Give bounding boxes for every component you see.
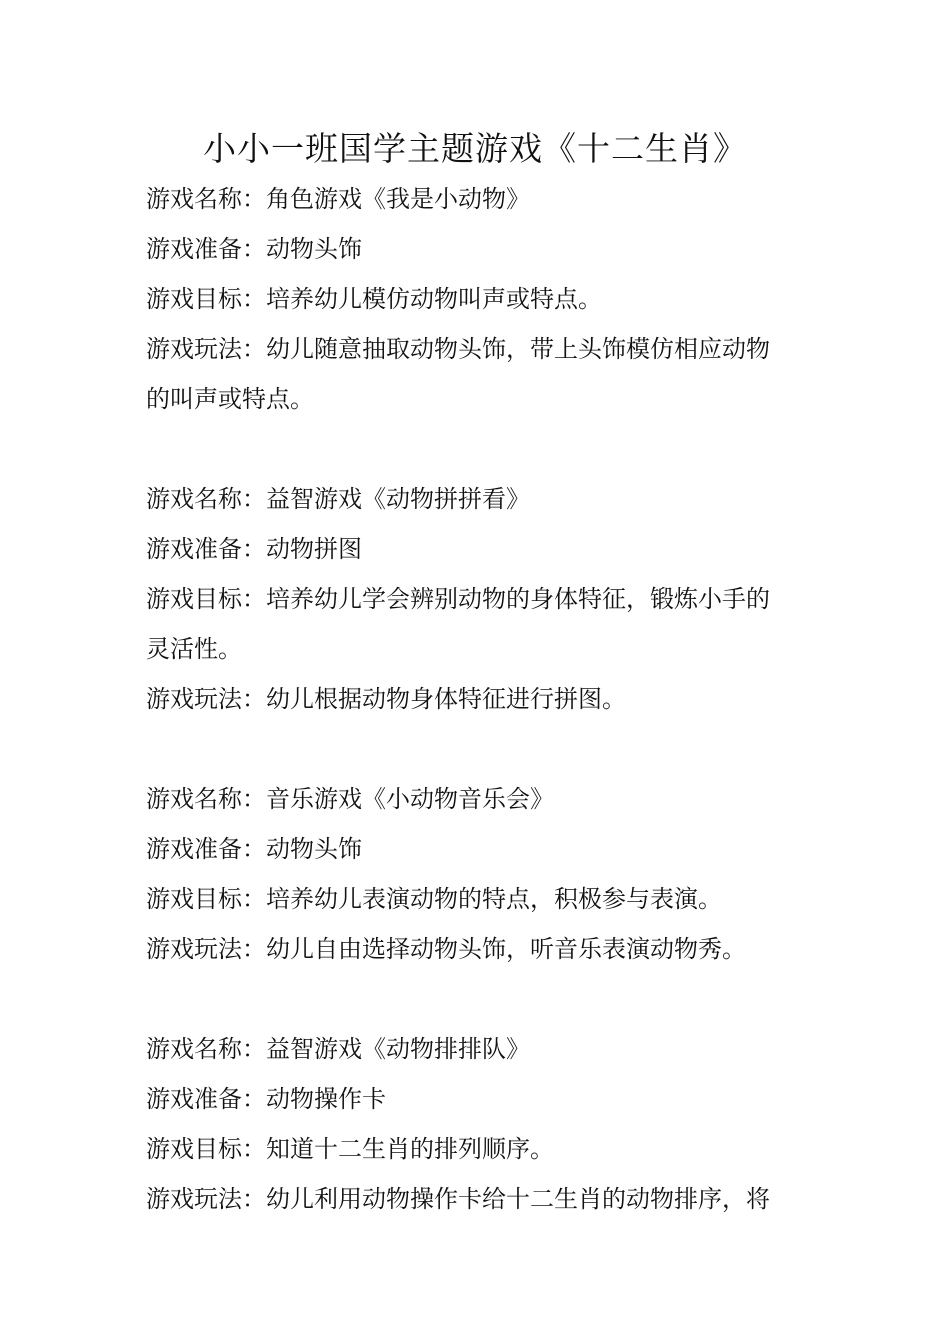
document-title: 小小一班国学主题游戏《十二生肖》 bbox=[203, 129, 747, 168]
game4-play: 游戏玩法：幼儿利用动物操作卡给十二生肖的动物排序，将 bbox=[146, 1185, 770, 1213]
game4-prep: 游戏准备：动物操作卡 bbox=[146, 1085, 386, 1113]
game1-play: 游戏玩法：幼儿随意抽取动物头饰，带上头饰模仿相应动物 bbox=[146, 335, 770, 363]
game1-play-cont: 的叫声或特点。 bbox=[146, 385, 314, 413]
game2-goal: 游戏目标：培养幼儿学会辨别动物的身体特征，锻炼小手的 bbox=[146, 585, 770, 613]
blank-line bbox=[146, 974, 810, 1024]
game4-name: 游戏名称：益智游戏《动物排排队》 bbox=[146, 1035, 530, 1063]
game3-prep: 游戏准备：动物头饰 bbox=[146, 835, 362, 863]
game1-goal: 游戏目标：培养幼儿模仿动物叫声或特点。 bbox=[146, 285, 602, 313]
game2-prep: 游戏准备：动物拼图 bbox=[146, 535, 362, 563]
game1-name: 游戏名称：角色游戏《我是小动物》 bbox=[146, 185, 530, 213]
game4-goal: 游戏目标：知道十二生肖的排列顺序。 bbox=[146, 1135, 554, 1163]
game3-play: 游戏玩法：幼儿自由选择动物头饰，听音乐表演动物秀。 bbox=[146, 935, 746, 963]
game2-play: 游戏玩法：幼儿根据动物身体特征进行拼图。 bbox=[146, 685, 626, 713]
game3-name: 游戏名称：音乐游戏《小动物音乐会》 bbox=[146, 785, 554, 813]
document-body bbox=[146, 174, 810, 1224]
game1-prep: 游戏准备：动物头饰 bbox=[146, 235, 362, 263]
game2-goal-cont: 灵活性。 bbox=[146, 635, 242, 663]
blank-line bbox=[146, 724, 810, 774]
blank-line bbox=[146, 424, 810, 474]
game3-goal: 游戏目标：培养幼儿表演动物的特点，积极参与表演。 bbox=[146, 885, 722, 913]
game2-name: 游戏名称：益智游戏《动物拼拼看》 bbox=[146, 485, 530, 513]
